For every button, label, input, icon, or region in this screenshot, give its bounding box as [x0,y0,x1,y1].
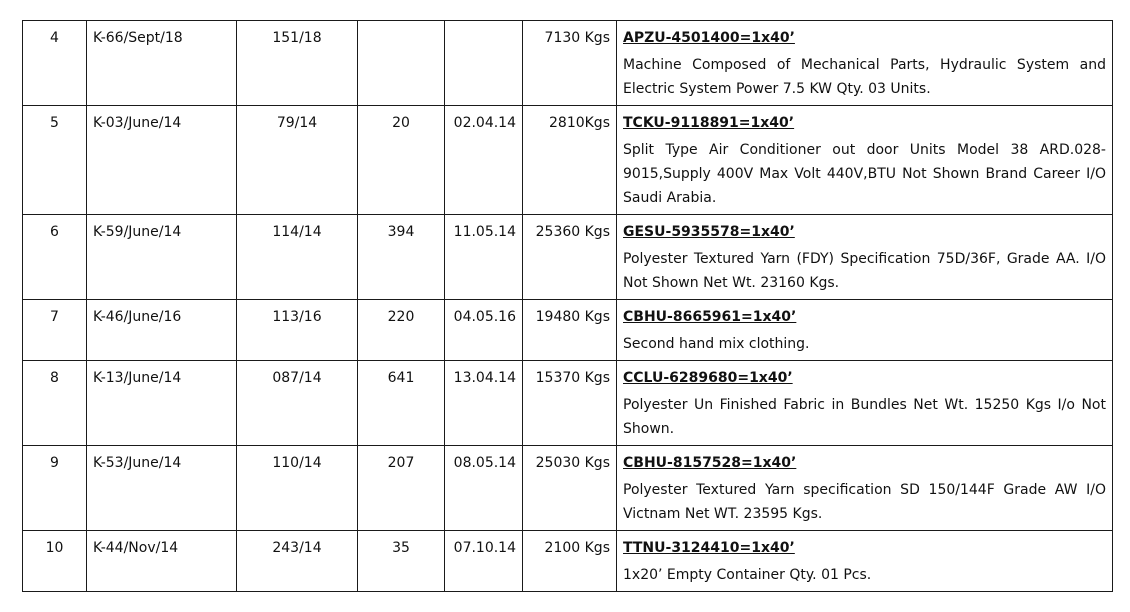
description-cell [617,361,1113,446]
description-cell [617,215,1113,300]
igm-number-cell: 79/14 [237,106,358,215]
goods-description: Polyester Textured Yarn specification SD 150/144F Grade AW I/O Victnam Net WT. 23595 Kgs. [623,482,1106,522]
weight-cell: 25030 Kgs [523,446,617,531]
goods-description: Second hand mix clothing. [623,336,810,352]
index-number-cell: 394 [358,215,445,300]
reference-number-cell: K-03/June/14 [87,106,237,215]
serial-number-cell: 10 [23,531,87,592]
igm-number-cell: 114/14 [237,215,358,300]
goods-description: Machine Composed of Mechanical Parts, Hydraulic System and Electric System Power 7.5 KW Qty. 03 Units. [623,57,1106,97]
serial-number-cell: 6 [23,215,87,300]
container-number: CBHU-8665961=1x40’ [623,309,797,325]
date-cell: 13.04.14 [445,361,523,446]
table-body [23,21,1113,592]
table-row [23,361,1113,446]
table-row [23,106,1113,215]
description-cell [617,106,1113,215]
date-cell: 02.04.14 [445,106,523,215]
weight-cell: 25360 Kgs [523,215,617,300]
date-cell [445,21,523,106]
description-cell [617,531,1113,592]
container-number: APZU-4501400=1x40’ [623,30,795,46]
container-number: CBHU-8157528=1x40’ [623,455,797,471]
container-number: CCLU-6289680=1x40’ [623,370,793,386]
reference-number-cell: K-53/June/14 [87,446,237,531]
description-cell [617,300,1113,361]
index-number-cell: 220 [358,300,445,361]
serial-number-cell: 4 [23,21,87,106]
date-cell: 08.05.14 [445,446,523,531]
igm-number-cell: 087/14 [237,361,358,446]
date-cell: 04.05.16 [445,300,523,361]
serial-number-cell: 5 [23,106,87,215]
index-number-cell: 207 [358,446,445,531]
goods-description: Polyester Un Finished Fabric in Bundles Net Wt. 15250 Kgs I/o Not Shown. [623,397,1106,437]
reference-number-cell: K-13/June/14 [87,361,237,446]
serial-number-cell: 8 [23,361,87,446]
igm-number-cell: 243/14 [237,531,358,592]
igm-number-cell: 113/16 [237,300,358,361]
index-number-cell: 35 [358,531,445,592]
reference-number-cell: K-59/June/14 [87,215,237,300]
description-cell [617,446,1113,531]
weight-cell: 2100 Kgs [523,531,617,592]
serial-number-cell: 7 [23,300,87,361]
index-number-cell [358,21,445,106]
date-cell: 07.10.14 [445,531,523,592]
goods-description: Polyester Textured Yarn (FDY) Specification 75D/36F, Grade AA. I/O Not Shown Net Wt. 23160 Kgs. [623,251,1106,291]
igm-number-cell: 110/14 [237,446,358,531]
serial-number-cell: 9 [23,446,87,531]
container-number: GESU-5935578=1x40’ [623,224,795,240]
description-cell [617,21,1113,106]
reference-number-cell: K-46/June/16 [87,300,237,361]
table-row [23,446,1113,531]
weight-cell: 2810Kgs [523,106,617,215]
weight-cell: 7130 Kgs [523,21,617,106]
table-row [23,531,1113,592]
date-cell: 11.05.14 [445,215,523,300]
container-number: TCKU-9118891=1x40’ [623,115,795,131]
goods-description: Split Type Air Conditioner out door Units Model 38 ARD.028-9015,Supply 400V Max Volt 440V,BTU Not Shown Brand Career I/O Saudi Arabia. [623,142,1106,206]
reference-number-cell: K-66/Sept/18 [87,21,237,106]
table-row [23,21,1113,106]
igm-number-cell: 151/18 [237,21,358,106]
weight-cell: 15370 Kgs [523,361,617,446]
container-number: TTNU-3124410=1x40’ [623,540,795,556]
index-number-cell: 20 [358,106,445,215]
table-row [23,215,1113,300]
weight-cell: 19480 Kgs [523,300,617,361]
reference-number-cell: K-44/Nov/14 [87,531,237,592]
goods-description: 1x20’ Empty Container Qty. 01 Pcs. [623,567,872,583]
table-row [23,300,1113,361]
index-number-cell: 641 [358,361,445,446]
lot-table [22,20,1113,592]
